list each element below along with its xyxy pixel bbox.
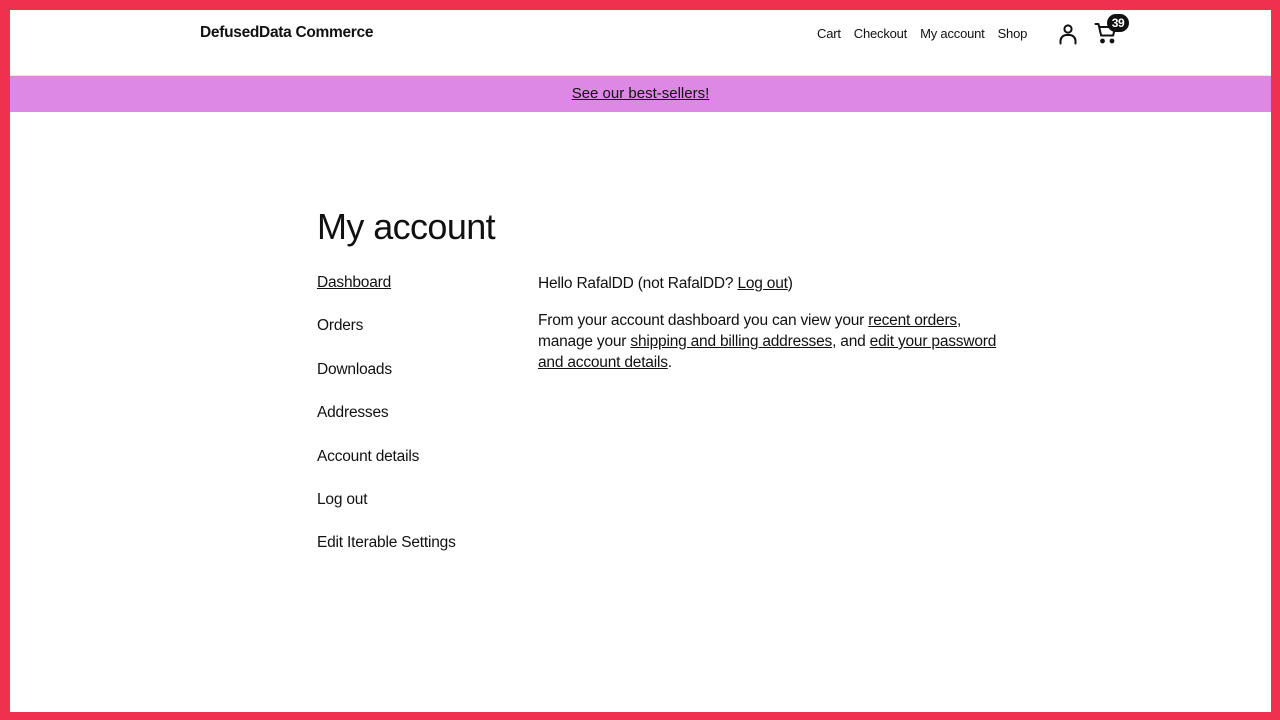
site-title[interactable]: DefusedData Commerce — [200, 24, 374, 41]
account-nav-dashboard-link[interactable]: Dashboard — [317, 274, 392, 291]
nav-cart-link[interactable]: Cart — [817, 26, 841, 41]
account-nav-addresses-link[interactable]: Addresses — [317, 404, 389, 422]
account-nav-downloads-link[interactable]: Downloads — [317, 360, 392, 378]
account-nav-item-iterable-settings — [317, 533, 456, 576]
account-nav-account-details-link[interactable]: Account details — [317, 447, 420, 465]
site-header — [10, 10, 1271, 76]
addresses-link[interactable]: shipping and billing addresses — [630, 333, 833, 350]
greeting-close-paren: ) — [787, 275, 793, 292]
intro-text: From your account dashboard you can view your — [538, 312, 869, 329]
account-nav-item-downloads — [317, 360, 456, 403]
browser-viewport — [10, 10, 1271, 712]
user-icon[interactable] — [1056, 22, 1080, 46]
logout-link[interactable]: Log out — [737, 275, 788, 292]
account-nav-item-logout — [317, 490, 456, 533]
greeting-question-text: ? — [724, 275, 738, 292]
account-nav-iterable-settings-link[interactable]: Edit Iterable Settings — [317, 534, 456, 552]
account-nav-logout-link[interactable]: Log out — [317, 490, 368, 508]
header-icons — [1056, 16, 1125, 47]
recent-orders-link[interactable]: recent orders — [868, 312, 957, 329]
page-title: My account — [317, 206, 496, 247]
account-nav-item-orders — [317, 316, 456, 359]
dashboard-intro-paragraph — [538, 310, 1008, 373]
nav-checkout-link[interactable]: Checkout — [853, 26, 908, 41]
account-nav-item-addresses — [317, 403, 456, 446]
manage-text: , manage your — [538, 312, 962, 350]
promo-banner — [10, 76, 1271, 112]
username: RafalDD — [576, 275, 634, 292]
greeting-not-text: (not — [633, 275, 668, 292]
mini-cart-button[interactable] — [1094, 16, 1125, 47]
best-sellers-link[interactable]: See our best-sellers! — [571, 85, 710, 102]
username-repeat: RafalDD — [667, 275, 725, 292]
account-nav-orders-link[interactable]: Orders — [317, 317, 364, 335]
nav-shop-link[interactable]: Shop — [997, 26, 1028, 41]
greeting-text: Hello — [538, 275, 577, 292]
period-text: . — [667, 354, 672, 371]
dashboard-content — [538, 273, 1008, 389]
account-details-link[interactable]: edit your password and account details — [538, 333, 997, 371]
main-navigation — [817, 26, 1027, 41]
account-navigation — [317, 273, 456, 577]
greeting-paragraph — [538, 273, 1008, 294]
account-nav-item-dashboard — [317, 273, 456, 316]
nav-my-account-link[interactable]: My account — [920, 26, 985, 41]
and-text: , and — [832, 333, 870, 350]
account-nav-item-account-details — [317, 447, 456, 490]
cart-count-badge: 39 — [1107, 14, 1129, 32]
